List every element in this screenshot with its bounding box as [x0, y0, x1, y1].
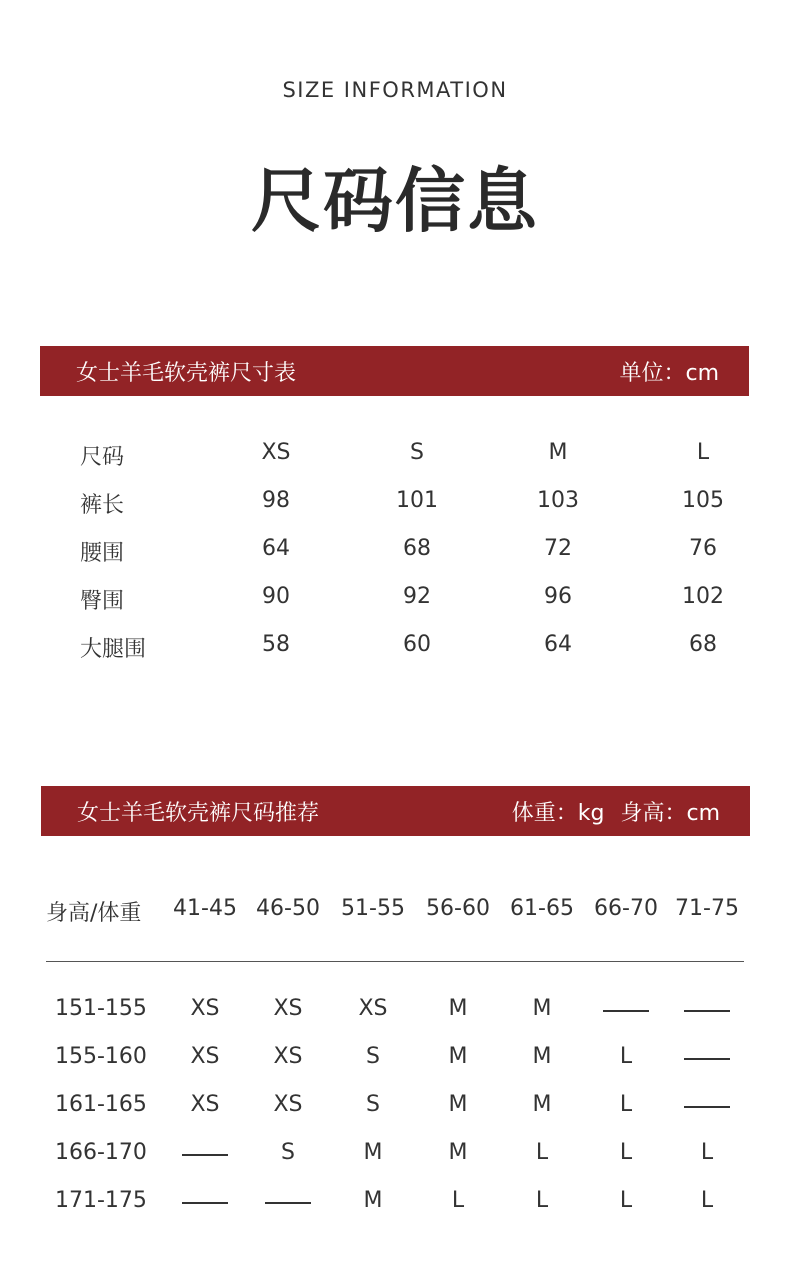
recommend-table-cell: L	[619, 1092, 633, 1117]
size-table-cell: 60	[403, 632, 431, 657]
recommend-table-cell: M	[363, 1188, 383, 1213]
recommend-table-cell: S	[281, 1140, 295, 1165]
size-table-cell: 103	[537, 488, 579, 513]
size-table-cell: 64	[262, 536, 290, 561]
recommend-table-height-unit: 身高：cm	[620, 800, 720, 826]
size-table-column-header: XS	[261, 440, 291, 465]
recommend-table-empty-dash	[265, 1202, 311, 1204]
recommend-table-cell: XS	[358, 996, 388, 1021]
size-table-cell: 72	[544, 536, 572, 561]
recommend-table-cell: M	[532, 996, 552, 1021]
recommend-table-empty-dash	[603, 1010, 649, 1012]
size-table-title: 女士羊毛软壳裤尺寸表	[76, 360, 297, 386]
recommend-table-cell: M	[448, 996, 468, 1021]
size-table-column-header: S	[410, 440, 424, 465]
recommend-table-cell: XS	[273, 1044, 303, 1069]
recommend-table-empty-dash	[182, 1154, 228, 1156]
size-table-cell: 90	[262, 584, 290, 609]
recommend-table-empty-dash	[182, 1202, 228, 1204]
recommend-table-column-header: 51-55	[341, 896, 405, 921]
recommend-table-cell: M	[448, 1044, 468, 1069]
recommend-table-row-label: 171-175	[55, 1188, 147, 1213]
recommend-table-cell: M	[448, 1140, 468, 1165]
recommend-table-cell: L	[619, 1188, 633, 1213]
recommend-table-cell: M	[448, 1092, 468, 1117]
recommend-table-cell: M	[532, 1092, 552, 1117]
recommend-table-cell: L	[700, 1188, 714, 1213]
recommend-table-row-label: 166-170	[55, 1140, 147, 1165]
recommend-table-cell: L	[619, 1140, 633, 1165]
size-table-header-bar	[40, 346, 749, 396]
size-table-cell: 101	[396, 488, 438, 513]
size-table-column-header: M	[548, 440, 568, 465]
recommend-table-row-label: 155-160	[55, 1044, 147, 1069]
recommend-table-column-header: 46-50	[256, 896, 320, 921]
size-table-row-label: 裤长	[80, 493, 125, 518]
recommend-table-corner-header: 身高/体重	[46, 901, 142, 926]
recommend-table-cell: XS	[273, 996, 303, 1021]
size-table-corner-header: 尺码	[80, 445, 125, 470]
recommend-table-cell: L	[535, 1188, 549, 1213]
recommend-table-cell: XS	[190, 996, 220, 1021]
recommend-table-cell: M	[532, 1044, 552, 1069]
recommend-table-column-header: 61-65	[510, 896, 574, 921]
size-table-row-label: 腰围	[80, 541, 125, 566]
recommend-table-header-bar	[41, 786, 750, 836]
recommend-table-cell: M	[363, 1140, 383, 1165]
recommend-table-cell: XS	[190, 1092, 220, 1117]
table-divider	[46, 961, 744, 962]
size-table-cell: 102	[682, 584, 724, 609]
recommend-table-empty-dash	[684, 1106, 730, 1108]
recommend-table-cell: L	[535, 1140, 549, 1165]
recommend-table-cell: L	[700, 1140, 714, 1165]
size-table-cell: 98	[262, 488, 290, 513]
recommend-table-weight-unit: 体重：kg	[511, 800, 605, 826]
recommend-table-cell: XS	[273, 1092, 303, 1117]
size-table-row-label: 臀围	[80, 589, 125, 614]
size-table-unit: 单位：cm	[619, 360, 719, 386]
recommend-table-empty-dash	[684, 1058, 730, 1060]
recommend-table-column-header: 71-75	[675, 896, 739, 921]
recommend-table-cell: XS	[190, 1044, 220, 1069]
recommend-table-empty-dash	[684, 1010, 730, 1012]
size-table-cell: 105	[682, 488, 724, 513]
recommend-table-title: 女士羊毛软壳裤尺码推荐	[77, 800, 320, 826]
recommend-table-cell: L	[451, 1188, 465, 1213]
recommend-table-row-label: 151-155	[55, 996, 147, 1021]
recommend-table-column-header: 41-45	[173, 896, 237, 921]
recommend-table-cell: S	[366, 1092, 380, 1117]
size-table-cell: 68	[689, 632, 717, 657]
recommend-table-column-header: 56-60	[426, 896, 490, 921]
size-table-cell: 58	[262, 632, 290, 657]
recommend-table-cell: L	[619, 1044, 633, 1069]
size-table-cell: 96	[544, 584, 572, 609]
page-title: 尺码信息	[251, 160, 539, 242]
size-table-cell: 92	[403, 584, 431, 609]
recommend-table-cell: S	[366, 1044, 380, 1069]
size-table-cell: 64	[544, 632, 572, 657]
size-table-column-header: L	[696, 440, 710, 465]
size-table-cell: 76	[689, 536, 717, 561]
recommend-table-row-label: 161-165	[55, 1092, 147, 1117]
size-table-row-label: 大腿围	[80, 637, 147, 662]
size-table-cell: 68	[403, 536, 431, 561]
recommend-table-column-header: 66-70	[594, 896, 658, 921]
page-subtitle: SIZE INFORMATION	[282, 78, 508, 102]
